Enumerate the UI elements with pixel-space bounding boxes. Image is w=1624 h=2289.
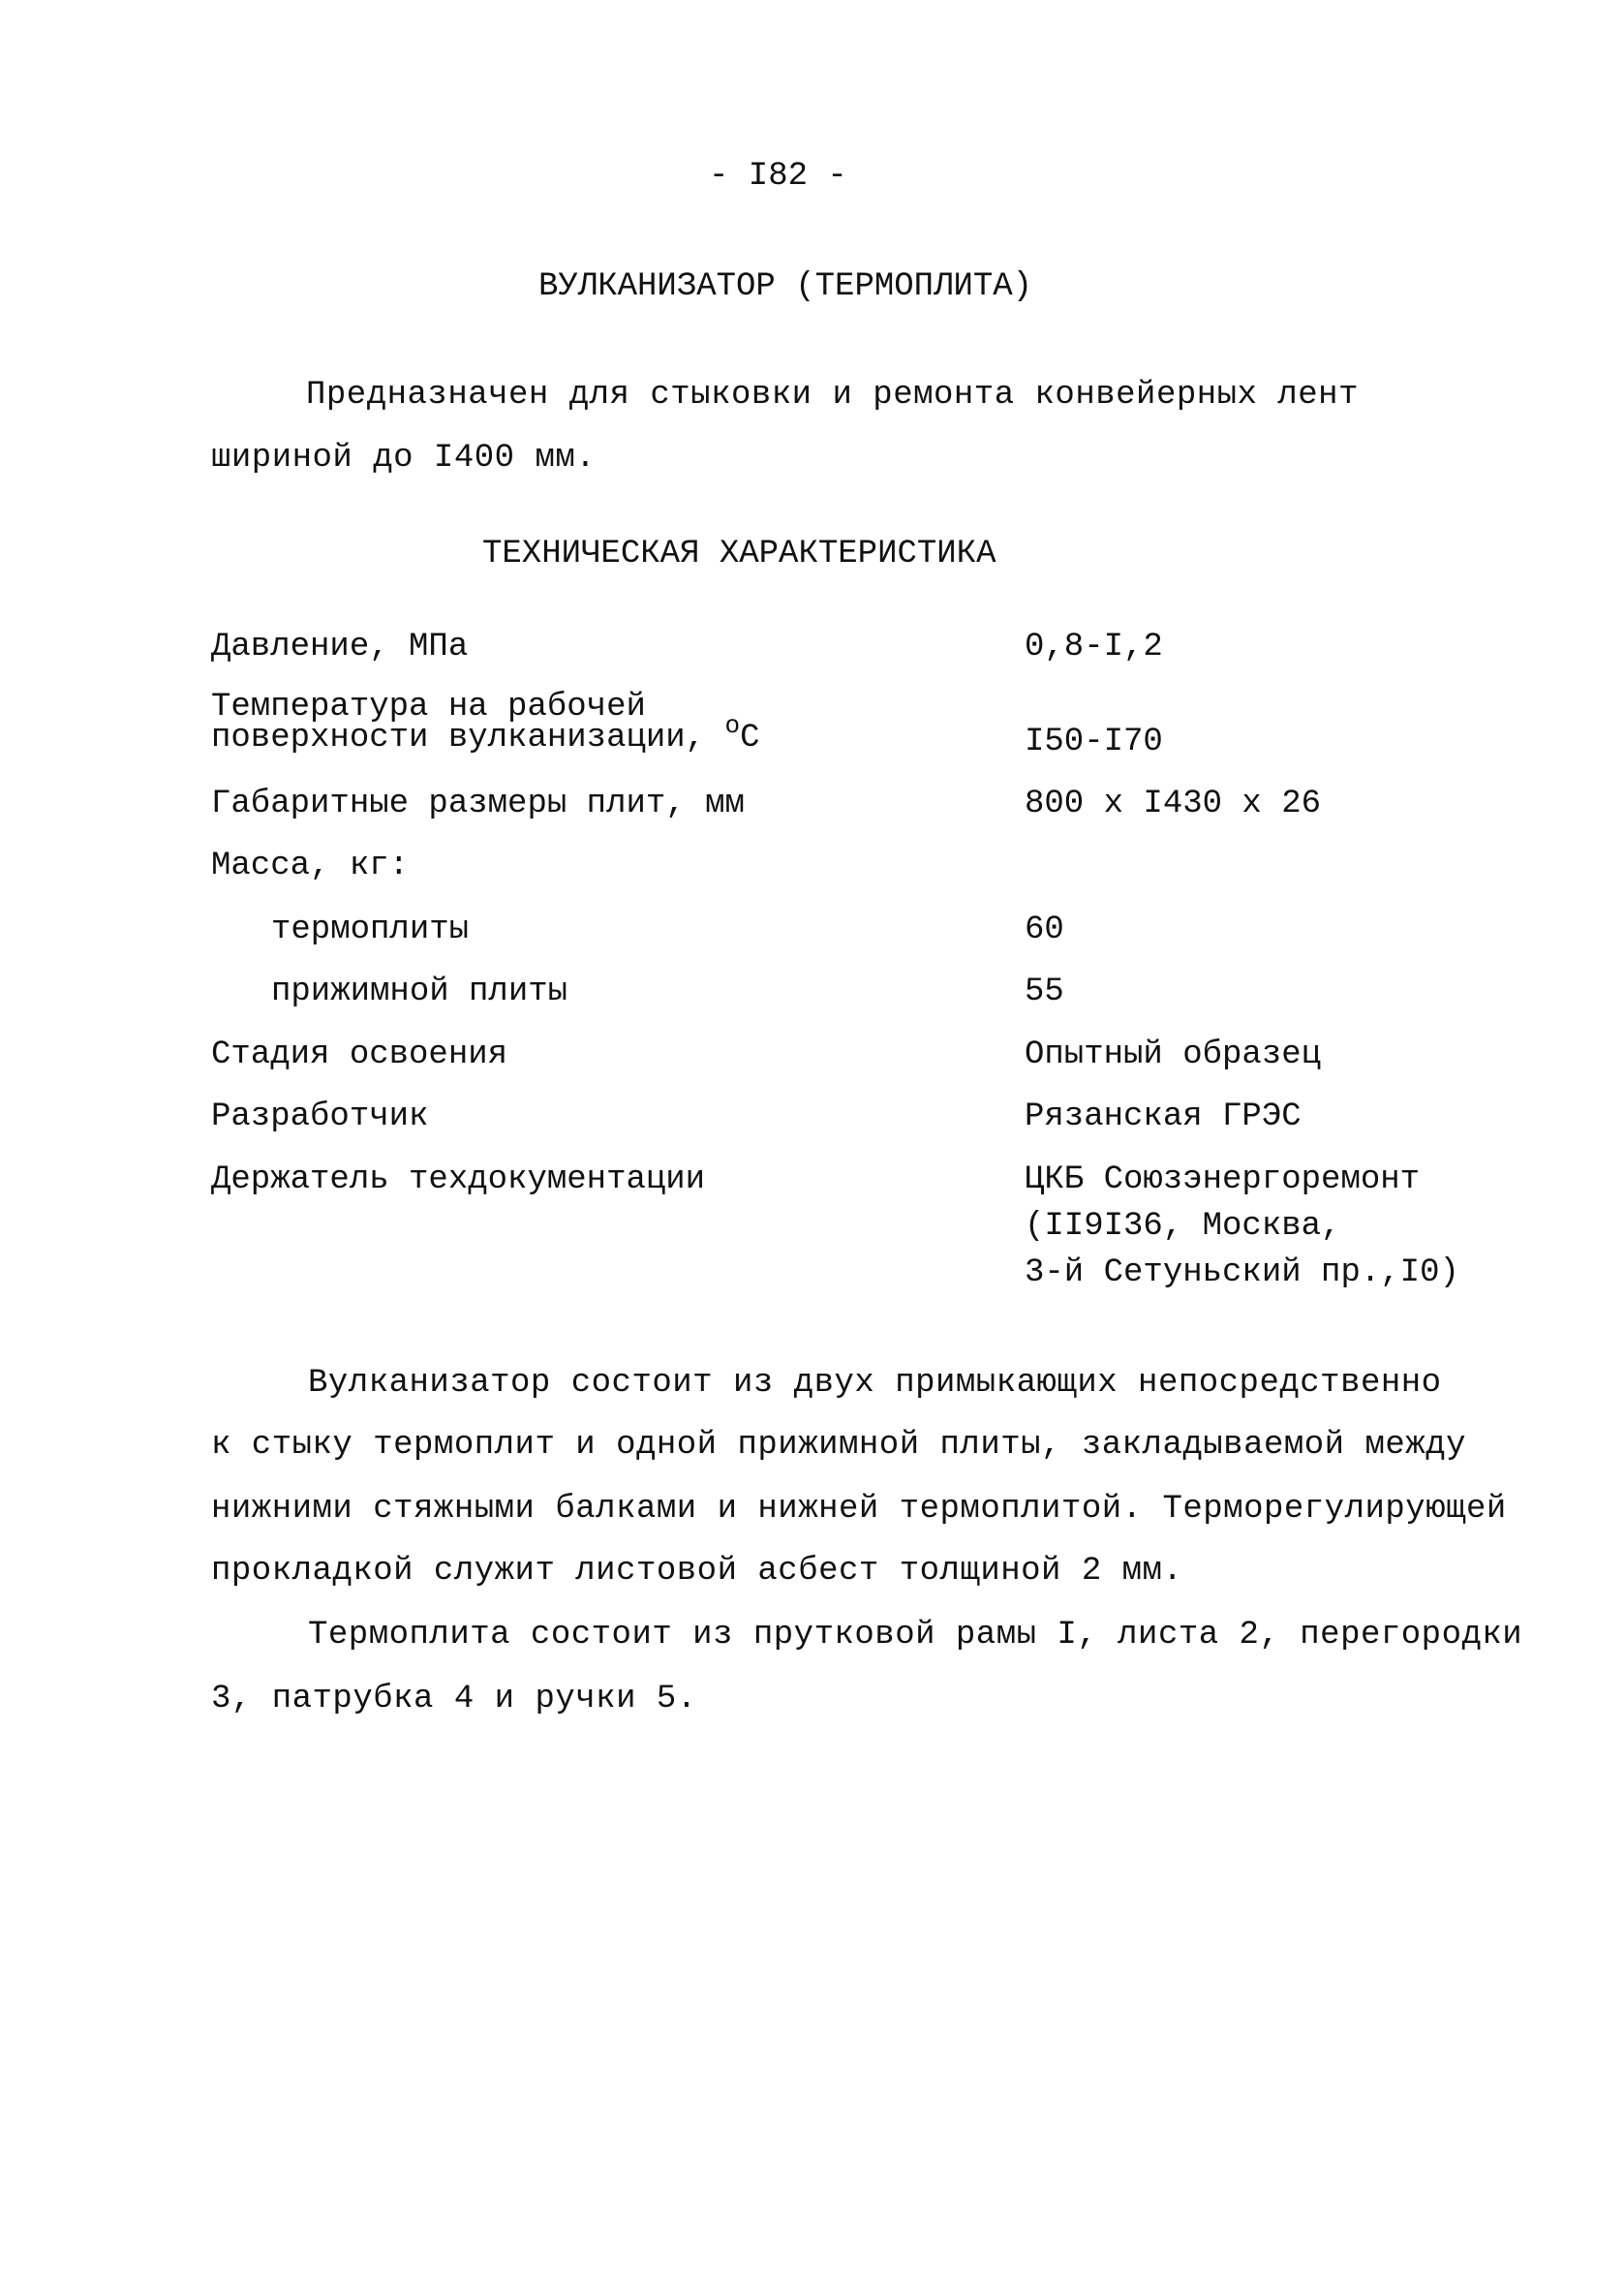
spec-mass-press-value: 55 (1025, 974, 1064, 1010)
body-p2-line-1: Термоплита состоит из прутковой рамы I, листа 2, перегородки (308, 1617, 1523, 1654)
spec-pressure-value: 0,8-I,2 (1025, 629, 1163, 665)
spec-pressure-label: Давление, МПа (211, 629, 469, 665)
spec-temperature-label-text: поверхности вулканизации, (211, 720, 706, 757)
spec-developer-value: Рязанская ГРЭС (1025, 1098, 1302, 1135)
spec-holder-value-2: (II9I36, Москва, (1025, 1208, 1341, 1245)
body-p2-line-2: 3, патрубка 4 и ручки 5. (211, 1681, 697, 1717)
spec-stage-value: Опытный образец (1025, 1036, 1322, 1073)
spec-developer-label: Разработчик (211, 1098, 429, 1135)
spec-mass-label: Масса, кг: (211, 848, 410, 884)
spec-dimensions-label: Габаритные размеры плит, мм (211, 786, 745, 822)
temperature-unit: С (740, 720, 760, 757)
spec-stage-label: Стадия освоения (211, 1036, 508, 1073)
spec-dimensions-value: 800 х I430 х 26 (1025, 786, 1322, 822)
intro-line-1: Предназначен для стыковки и ремонта конвейерных лент (306, 377, 1359, 414)
spec-mass-thermo-value: 60 (1025, 912, 1064, 948)
spec-holder-value-3: 3-й Сетуньский пр.,I0) (1025, 1254, 1459, 1291)
body-p1-line-2: к стыку термоплит и одной прижимной плиты, закладываемой между (211, 1427, 1467, 1464)
spec-mass-thermo-label: термоплиты (271, 912, 470, 948)
spec-holder-label: Держатель техдокументации (211, 1161, 706, 1198)
spec-temperature-label-2 (211, 711, 760, 757)
body-p1-line-3: нижними стяжными балками и нижней термоплитой. Терморегулирующей (211, 1491, 1507, 1528)
spec-temperature-label-1: Температура на рабочей (211, 689, 646, 726)
body-p1-line-1: Вулканизатор состоит из двух примыкающих непосредственно (308, 1365, 1442, 1402)
document-title: ВУЛКАНИЗАТОР (ТЕРМОПЛИТА) (538, 268, 1033, 305)
degree-sign: о (724, 711, 741, 740)
body-p1-line-4: прокладкой служит листовой асбест толщиной 2 мм. (211, 1553, 1183, 1590)
spec-holder-value-1: ЦКБ Союзэнергоремонт (1025, 1161, 1421, 1198)
spec-mass-press-label: прижимной плиты (271, 974, 568, 1010)
spec-temperature-value: I50-I70 (1025, 724, 1163, 760)
intro-line-2: шириной до I400 мм. (211, 440, 597, 477)
page-number: - I82 - (709, 158, 847, 195)
spec-heading: ТЕХНИЧЕСКАЯ ХАРАКТЕРИСТИКА (482, 536, 996, 572)
